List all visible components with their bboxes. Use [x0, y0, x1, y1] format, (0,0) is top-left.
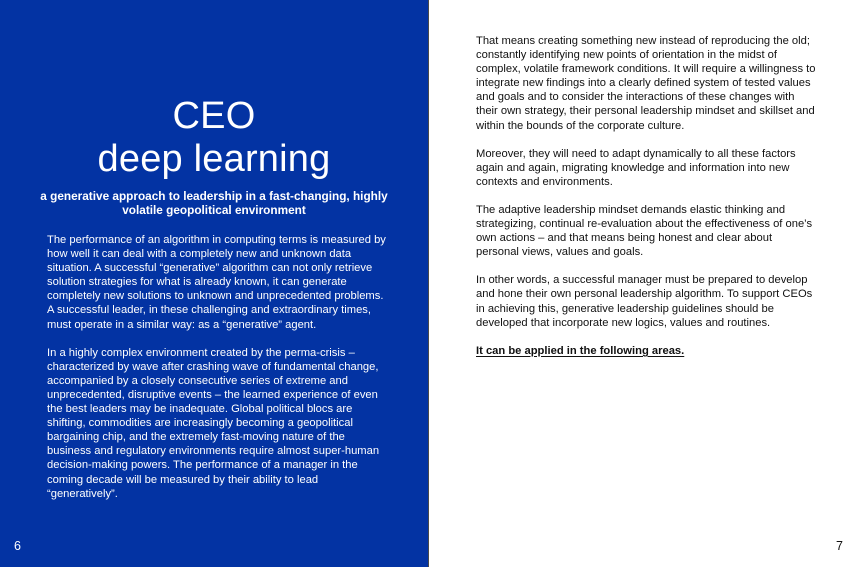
title-line-deep-learning: deep learning [97, 138, 331, 180]
paragraph: The adaptive leadership mindset demands elastic thinking and strategizing, continual re-evaluation about the effectiveness of one’s own actions – and that means being honest and clear about personal views, values and goals. [476, 203, 813, 259]
paragraph: In other words, a successful manager must be prepared to develop and hone their own personal leadership algorithm. To support CEOs in achieving this, generative leadership guidelines should be developed that incorporate new logics, values and routines. [476, 274, 813, 329]
paragraph: In a highly complex environment created by the perma-crisis – characterized by wave after crashing wave of fundamental change, accompanied by a closely consecutive series of extreme and unprecedented, disruptive events – the learned experience of even the best leaders may be inadequate. Global political blocs are shifting, commodities are increasingly becoming a geopolitical bargaining chip, and the extremely fast-moving nature of the business and regulatory environments require almost super-human decision-making powers. The performance of a manager in the coming decade will be measured by their ability to lead “generatively”. [47, 346, 380, 500]
page-title [0, 95, 428, 181]
paragraph: The performance of an algorithm in computing terms is measured by how well it can deal with a completely new and unknown data situation. A successful “generative” algorithm can not only retrieve solution strategies for what is already known, it can generate completely new solutions to unknown and unprecedented problems. A successful leader, in these challenging and extraordinary times, must operate in a similar way: as a “generative” agent. [47, 234, 386, 331]
title-line-ceo: CEO [172, 95, 256, 137]
page-number-left: 6 [14, 539, 21, 553]
left-page [0, 0, 428, 567]
paragraph: Moreover, they will need to adapt dynamically to all these factors again and again, migrating knowledge and information into new contexts and environments. [476, 147, 796, 188]
left-body-text [47, 233, 392, 515]
right-page [429, 0, 857, 567]
page-number-right: 7 [836, 539, 843, 553]
page-subtitle: a generative approach to leadership in a fast-changing, highly volatile geopolitical environment [40, 189, 388, 217]
paragraph: That means creating something new instead of reproducing the old; constantly identifying new points of orientation in the midst of complex, volatile framework conditions. It will require a willingness to integrate new findings into a clearly defined system of tested values and goals and to consider the interactions of these changes with their own strategy, their personal leadership mindset and skillset and within the bounds of the corporate culture. [476, 35, 816, 132]
areas-link[interactable]: It can be applied in the following areas. [476, 344, 685, 357]
right-body-text [476, 34, 816, 372]
